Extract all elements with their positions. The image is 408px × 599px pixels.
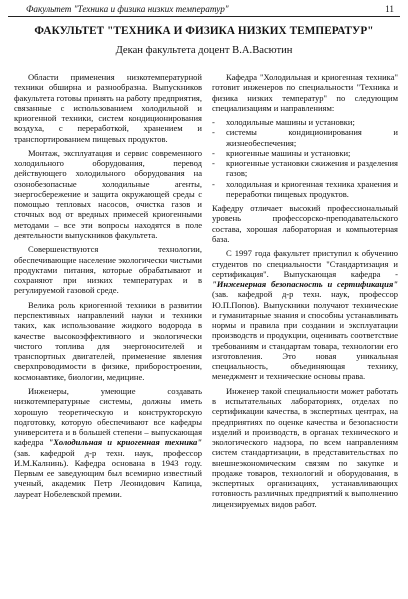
text-run: С 1997 года факультет приступил к обучению студентов по специальности "Стандартизация и сертификация". Выпускающая кафедра - xyxy=(212,248,398,279)
paragraph: Кафедру отличает высокий профессиональный уровень профессорско-преподавательского состава, хорошая лабораторная и компьютерная база. xyxy=(212,203,398,244)
page-number: 11 xyxy=(385,4,394,14)
department-name: "Холодильная и криогенная техника" xyxy=(48,437,203,448)
list-item: - криогенные машины и установки; xyxy=(212,147,351,158)
paragraph: Велика роль криогенной техники в развитии перспективных направлений науки и техники таких, как использование жидкого водорода в качестве высокоэффективного и экологически чистого топлива для энергоносителей и транспортных двигателей, применение явления сверхпроводимости в физике, приборостроении, космонавтике, биологии, медицине. xyxy=(14,299,202,382)
specialization-list xyxy=(212,117,398,199)
list-item: - системы кондиционирования и жизнеобеспечения; xyxy=(212,127,398,148)
page-title: ФАКУЛЬТЕТ "ТЕХНИКА И ФИЗИКА НИЗКИХ ТЕМПЕРАТУР" xyxy=(34,25,374,37)
header-rule xyxy=(8,16,400,17)
dean-subtitle: Декан факультета доцент В.А.Васютин xyxy=(115,45,293,56)
list-item: - криогенные установки сжижения и разделения газов; xyxy=(212,158,398,179)
text-run: (зав. кафедрой д-р техн. наук, профессор Ю.П.Попов). Выпускники получают технические и гуманитарные знания и способны устанавливать нормы и правила при создании и эксплуатации производств и продукции, оценивать соответствие требованиям и стандартам товара, технологии его изготовления. Это новая уникальная специальность, объединяющая технику, менеджмент и технические основы права. xyxy=(212,289,398,382)
paragraph xyxy=(212,248,398,381)
text-run: Инженеры, умеющие создавать низкотемпературные системы, должны иметь хорошую теоретическую и конструкторскую подготовку, которую обеспечивают все кафедры университета и в большей степени – выпускающая кафедра xyxy=(14,386,202,448)
left-column xyxy=(14,72,202,503)
paragraph xyxy=(14,386,202,499)
paragraph: Совершенствуются технологии, обеспечивающие население экологически чистыми продуктами питания, которые обрабатывают и сохраняют при низких температурах и в регулируемой газовой среде. xyxy=(14,244,202,296)
paragraph: Монтаж, эксплуатация и сервис современного холодильного оборудования, перевод действующего холодильного оборудования на озонобезопасные холодильные агенты, энергосбережение и защита окружающей среды с помощью тепловых насосов, очистка газов и сточных вод от вредных примесей криогенными методами – все эти вопросы находятся в поле деятельности выпускников факультета. xyxy=(14,147,202,240)
paragraph: Инженер такой специальности может работать в испытательных лабораториях, отделах по сертификации качества, в экспертных центрах, на предприятиях по оценке качества и безопасности изделий и производств, в органах технического и экологического надзора, по всем направлениям систем стандартизации, в представительствах по внешнеэкономическим связям по закупке и продаже товаров, технологий и оборудования, в экспертных организациях, устанавливающих готовность различных предприятий к выполнению лицензируемых видов работ. xyxy=(212,385,398,509)
department-name: "Инженерная безопасность и сертификация" xyxy=(212,279,398,290)
right-column xyxy=(212,72,398,513)
running-header-title: Факультет "Техника и физика низких температур" xyxy=(26,4,229,14)
list-item: - холодильная и криогенная техника хранения и переработки пищевых продуктов. xyxy=(212,178,398,199)
text-run: (зав. кафедрой д-р техн. наук, профессор И.М.Калнинь). Кафедра основана в 1943 году. Первым ее заведующим был всемирно известный ученый, академик Петр Леонидович Капица, лауреат Нобелевской премии. xyxy=(14,447,202,499)
paragraph: Области применения низкотемпературной техники обширна и разнообразна. Выпускников факультета готовы принять на работу предприятия, связанные с использованием холодильной и криогенной техники, систем кондиционирования воздуха, с переработкой, хранением и транспортированием пищевых продуктов. xyxy=(14,72,202,144)
paragraph: Кафедра "Холодильная и криогенная техника" готовит инженеров по специальности "Техника и физика низких температур" по следующим специализациям и направлениям: xyxy=(212,72,398,113)
list-item: - холодильные машины и установки; xyxy=(212,117,355,128)
